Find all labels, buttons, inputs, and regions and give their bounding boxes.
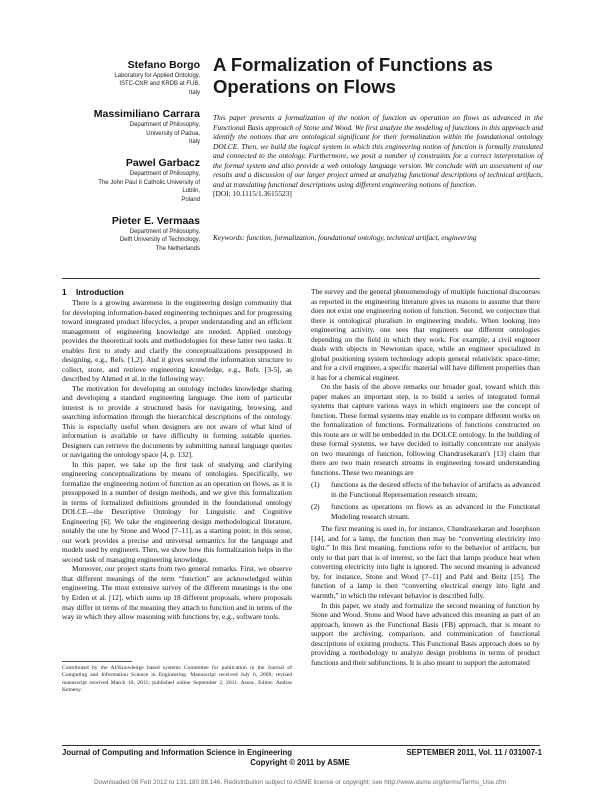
author-affiliation: Italy (188, 89, 200, 96)
section-heading (62, 287, 292, 298)
author-3 (82, 157, 200, 204)
author-affiliation: ISTC-CNR and KRDB at FUB, (119, 81, 200, 88)
copyright: Copyright © 2011 by ASME (250, 758, 350, 767)
keywords: Keywords: function, formalization, foundational ontology, technical artifact, engineering (213, 233, 477, 242)
author-4 (82, 215, 200, 253)
header-divider (62, 278, 540, 279)
author-name: Pieter E. Vermaas (111, 215, 200, 228)
author-1 (82, 59, 200, 97)
author-affiliation: The Netherlands (155, 245, 200, 252)
paragraph: In this paper, we take up the first task of studying and clarifying engineering conceptualizations by means of ontologies. Specifically, we formalize the engineering notion of function as an operation on flows, as it is presupposed in a number of design methods, and we give this formalization in terms of formalized definitions grounded in the foundational ontology DOLCE—the Descriptive Ontology for Linguistic and Cognitive Engineering [6]. We take the engineering design methodological literature, notably the one by Stone and Wood [7–11], as a starting point; in this sense, our work provides a precise and universal semantics for the language and models used by engineers. Then, we show how this formalization helps in the second task of managing engineering knowledge. (62, 459, 292, 564)
list-marker: (2) (311, 502, 320, 512)
footer-divider (62, 745, 540, 746)
list-item (311, 480, 540, 499)
author-name: Massimiliano Carrara (93, 108, 200, 121)
list-text: functions as operations on flows as as advanced in the Functional Modeling research stream. (331, 502, 540, 521)
left-column (62, 287, 292, 622)
list-text: functions as the desired effects of the behavior of artifacts as advanced in the Functional Representation research stream; (331, 480, 540, 499)
right-column (311, 287, 540, 667)
paragraph: There is a growing awareness in the engineering design community that for developing information-based engineering techniques and for progressing toward integrated product lifecycles, a proper understanding and an efficient management of engineering knowledge are needed. Applied ontology provides the theoretical tools and methodologies for these latter two tasks. It enables first to study and clarify the conceptualizations presupposed in designing, e.g., Refs. [1,2]. And it gives second the information structure to collect, store, and retrieve engineering knowledge, e.g., Refs. [3-5], as described by Ahmed et al. in the following way: (62, 298, 292, 384)
paragraph: On the basis of the above remarks our broader goal, toward which this paper makes an important step, is to build a series of integrated formal systems that capture various ways in which engineers use the concept of function. These formal systems may enable us to compare different works on the formalization of functions. Formalizations of functions constructed on this route are or will be embedded in the DOLCE ontology. In the building of these formal systems, we have decided to initially concentrate our analysis on two meanings of function, following Chandrasekaran's [13] claim that there are two main research streams in engineering toward understanding functions. These two meanings are (311, 382, 540, 477)
author-affiliation: Department of Philosophy, (129, 122, 200, 129)
author-affiliation: Poland (181, 196, 200, 203)
footnote-divider (62, 661, 132, 662)
author-affiliation: Department of Philosophy, (129, 229, 200, 236)
abstract-text: This paper presents a formalization of the notion of function as operation on flows as advanced in the Functional Basis approach of Stone and Wood. We first analyze the modeling of functions in this approach and identify the notions that are ontological significant for their formalization within the foundational ontology DOLCE. Then, we build the logical system in which this engineering notion of function is formally translated and connected to the ontology. Furthermore, we posit a number of constraints for a correct interpretation of the formal system and also provide a web ontology language version. We conclude with an assessment of our results and a discussion of our larger project aimed at analyzing functional descriptions of technical artifacts, and at translating functional descriptions using different engineering notions of function. (213, 113, 543, 189)
paragraph: The first meaning is used in, for instance, Chandrasekaran and Josephson [14], and for a lamp, the function then may be “converting electricity into light.” In this first meaning, functions refer to the behavior of artifacts, but only to that part that is of interest, so the fact that lamps produce heat when converting electricity into light is ignored. The second meaning is advanced by, for instance, Stone and Wood [7–11] and Pahl and Beitz [15]. The function of a lamp is then “converting electrical energy into light and warmth,” in which the relevant behavior is described fully. (311, 524, 540, 600)
author-affiliation: Italy (188, 139, 200, 146)
paragraph: In this paper, we study and formalize the second meaning of function by Stone and Wood. Stone and Wood have advanced this meaning as part of an approach, known as the Functional Basis (FB) approach, that is meant to support the archiving, comparison, and communication of functional descriptions of existing products. This Functional Basis approach does so by providing a methodology to analyze design problems in terms of product functions and their subfunctions. It is also meant to support the automated (311, 600, 540, 667)
list-marker: (1) (311, 480, 320, 490)
author-affiliation: Department of Philosophy, (129, 171, 200, 178)
issue-info: SEPTEMBER 2011, Vol. 11 / 031007-1 (406, 748, 542, 757)
journal-name: Journal of Computing and Information Science in Engineering (62, 748, 293, 757)
paragraph: The motivation for developing an ontology includes knowledge sharing and developing a standard engineering language. One item of particular interest is to provide a structured basis for navigating, browsing, and searching information through the hierarchical descriptions of the ontology. This is especially useful when designers are not aware of what kind of information is available or have difficulty in forming suitable queries. Designers can retrieve the documents by submitting natural language queries or navigating the ontology space [4, p. 132]. (62, 383, 292, 460)
download-notice: Downloaded 08 Feb 2012 to 131.180.98.146. Redistribution subject to ASME license or copyright; see http://www.asme.org/terms/Terms_Use.cfm (93, 779, 507, 786)
paper-title: A Formalization of Functions as Operations on Flows (213, 54, 493, 97)
section-number: 1 (62, 288, 67, 297)
paragraph: Moreover, our project starts from two general remarks. First, we observe that different meanings of the term “function” are acknowledged within engineering. The most extensive survey of the different meanings is the one by Erden et al. [12], which sums up 18 different proposals, where proposals may differ in terms of the meaning they attach to function and in terms of the way in which they allow reasoning with functions by, e.g., software tools. (62, 564, 292, 622)
doi[interactable]: [DOI: 10.1115/1.3615523] (213, 189, 292, 199)
author-affiliation: The John Paul II Catholic University of Lublin, (98, 179, 200, 195)
author-name: Pawel Garbacz (125, 157, 200, 170)
paragraph: The survey and the general phenomenology of multiple functional discourses as reported in the engineering literature gives us reasons to assume that there does not exist one engineering notion of function. Second, we conjecture that there is ontological pluralism in engineering models. When looking into engineering activity, one sees that engineers use different ontologies depending on the field in which they work. For example, a civil engineer deals with objects in Newtonian space, while an engineer specialized in global positioning system technology adopts general relativistic space-time; and for a civil engineer, a specific material will have different properties than it has for a chemical engineer. (311, 287, 540, 382)
author-affiliation: Delft University of Technology, (119, 237, 200, 244)
author-2 (82, 108, 200, 146)
abstract (213, 113, 543, 199)
author-affiliation: Laboratory for Applied Ontology, (114, 73, 200, 79)
author-list (82, 59, 200, 264)
author-affiliation: University of Padua, (146, 130, 200, 137)
footnote: Contributed by the AI/Knowledge based systems Committee for publication in the Journal of Computing and Information Science in Engineering. Manuscript received July 6, 2009; revised manuscript received March 10, 2011; published online September 2, 2011. Assoc. Editor: Andras Kemeny. (62, 665, 292, 693)
author-name: Stefano Borgo (127, 59, 200, 71)
list-item (311, 502, 540, 521)
section-title: Introduction (76, 288, 124, 297)
